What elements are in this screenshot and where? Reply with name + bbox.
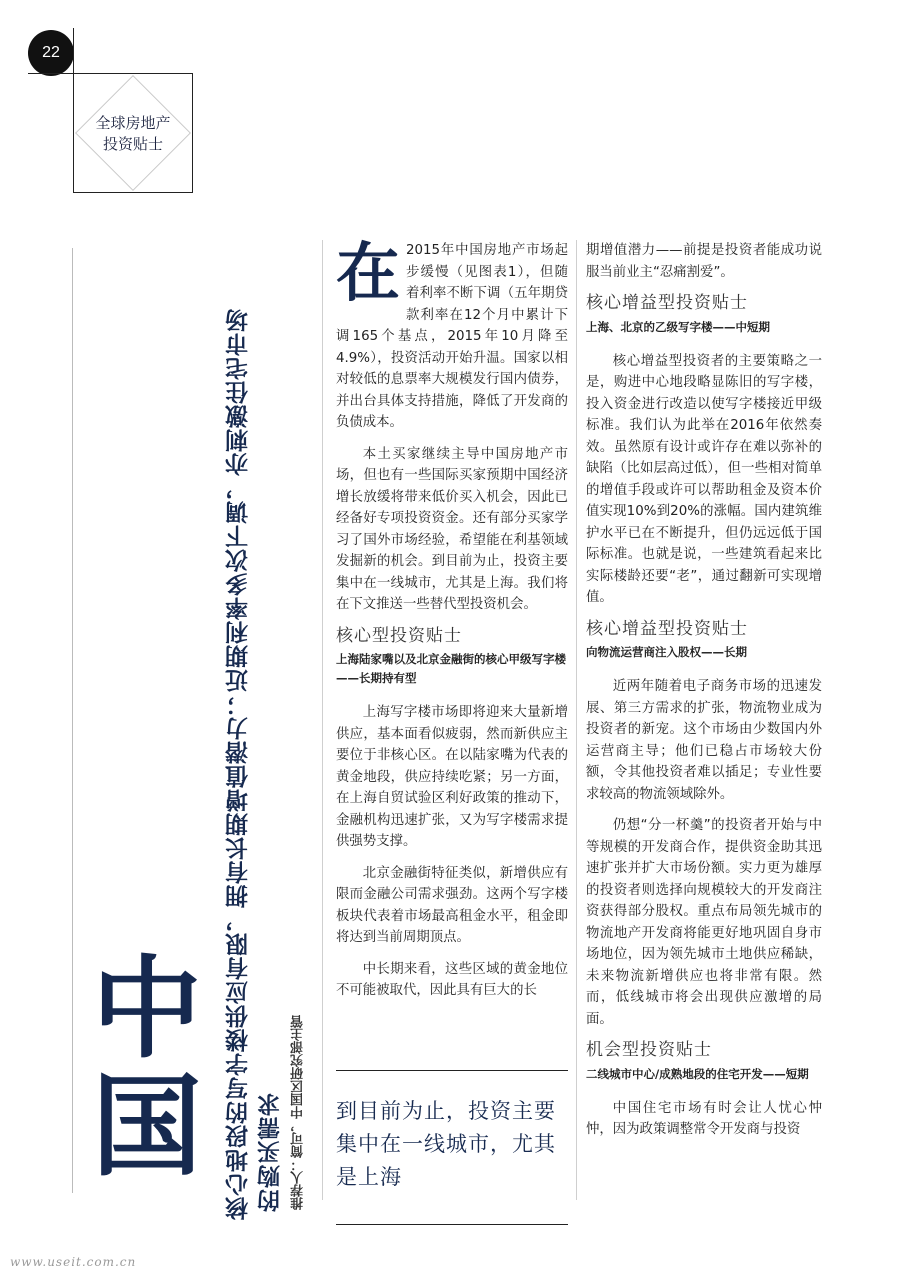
paragraph: 本土买家继续主导中国房地产市场，但也有一些国际买家预期中国经济增长放缓将带来低价买入机会，因此已经备好专项投资资金。还有部分买家学习了国外市场经验，希望能在利基领域发掘新的机会。到目前为止，投资主要集中在一线城市，尤其是上海。我们将在下文推送一些替代型投资机会。 bbox=[336, 446, 568, 612]
subheading-core: 核心型投资贴士 bbox=[336, 625, 462, 646]
country-heading: 中国 bbox=[92, 945, 202, 1191]
left-divider bbox=[72, 248, 73, 1193]
page-number: 22 bbox=[28, 30, 74, 76]
vertical-headline: 核心地段的写字楼供应有限，拥有长期增值潜力；近期利率多次下调，亦刺激住宅市场 bbox=[226, 308, 252, 1220]
subheading-core-plus: 核心增益型投资贴士 bbox=[586, 618, 748, 639]
subheading-detail: 上海陆家嘴以及北京金融街的核心甲级写字楼——长期持有型 bbox=[336, 652, 566, 685]
paragraph: 期增值潜力——前提是投资者能成功说服当前业主“忍痛割爱”。 bbox=[586, 243, 822, 280]
subheading-detail: 向物流运营商注入股权——长期 bbox=[586, 645, 747, 659]
paragraph: 上海写字楼市场即将迎来大量新增供应，基本面看似疲弱，然而新供应主要位于非核心区。在以陆家嘴为代表的黄金地段，供应持续吃紧；另一方面，在上海自贸试验区利好政策的推动下，金融机构迅速扩张，又为写字楼需求提供强势支撑。 bbox=[336, 705, 568, 849]
section-title-line-2: 投资贴士 bbox=[102, 135, 163, 153]
paragraph: 近两年随着电子商务市场的迅速发展、第三方需求的扩张，物流物业成为投资者的新宠。这个市场由少数国内外运营商主导；他们已稳占市场较大份额，令其他投资者难以插足；专业性要求较高的物流领域除外。 bbox=[586, 679, 822, 802]
paragraph: 中国住宅市场有时会让人忧心忡忡，因为政策调整常令开发商与投资 bbox=[586, 1100, 822, 1137]
article-column-2 bbox=[586, 240, 822, 1151]
corner-line-horizontal bbox=[28, 73, 74, 74]
section-title bbox=[73, 113, 193, 155]
intro-text: 2015年中国房地产市场起步缓慢（见图表1），但随着利率不断下调（五年期贷款利率在12个月中累计下调165个基点，2015年10月降至4.9%），投资活动开始升温。国家以相对较低的息票率大规模发行国内债券，并出台具体支持措施，降低了开发商的负债成本。 bbox=[336, 243, 568, 430]
subheading-detail: 上海、北京的乙级写字楼——中短期 bbox=[586, 319, 770, 334]
column-divider-2 bbox=[576, 240, 577, 1200]
section-title-line-1: 全球房地产 bbox=[95, 114, 171, 132]
paragraph: 中长期来看，这些区域的黄金地位不可能被取代，因此具有巨大的长 bbox=[336, 961, 568, 998]
article-column-1 bbox=[336, 237, 568, 1012]
subheading-detail: 二线城市中心/成熟地段的住宅开发——短期 bbox=[586, 1066, 809, 1081]
subheading-opportunistic: 机会型投资贴士 bbox=[586, 1040, 712, 1060]
pull-quote bbox=[336, 1070, 568, 1225]
paragraph: 北京金融街特征类似，新增供应有限而金融公司需求强劲。这两个写字楼板块代表着市场最高租金水平，租金即将达到当前周期顶点。 bbox=[336, 865, 568, 945]
pull-quote-text: 到目前为止，投资主要集中在一线城市，尤其是上海 bbox=[336, 1099, 556, 1189]
paragraph: 核心增益型投资者的主要策略之一是，购进中心地段略显陈旧的写字楼，投入资金进行改造以使写字楼接近甲级标准。我们认为此举在2016年依然奏效。虽然原有设计或许存在难以弥补的缺陷（比如层高过低），但一些相对简单的增值手段或许可以帮助租金及资本价值实现10%到20%的涨幅。国内建筑维护水平已在不断提升，但仍远远低于国际标准。也就是说，一些建筑看起来比实际楼龄还要“老”，通过翻新可实现增值。 bbox=[586, 353, 822, 605]
column-divider-1 bbox=[322, 240, 323, 1200]
intro-paragraph bbox=[336, 237, 568, 434]
corner-line-vertical bbox=[73, 28, 74, 74]
watermark-text: www.useit.com.cn bbox=[10, 1255, 137, 1269]
drop-cap: 在 bbox=[336, 237, 400, 311]
subheading-core-plus: 核心增益型投资贴士 bbox=[586, 293, 748, 313]
vertical-headline-continued: 的购买需求 bbox=[258, 1092, 284, 1212]
recommender-credit: 推荐人：简可，中国区研究部主管 bbox=[291, 1015, 306, 1210]
paragraph: 仍想“分一杯羹”的投资者开始与中等规模的开发商合作，提供资金助其迅速扩张并扩大市场份额。实力更为雄厚的投资者则选择向规模较大的开发商注资获得部分股权。重点布局领先城市的物流地产开发商将能更好地巩固自身市场地位，因为领先城市土地供应稀缺，未来物流新增供应也将非常有限。然而，低线城市将会出现供应激增的局面。 bbox=[586, 818, 822, 1027]
